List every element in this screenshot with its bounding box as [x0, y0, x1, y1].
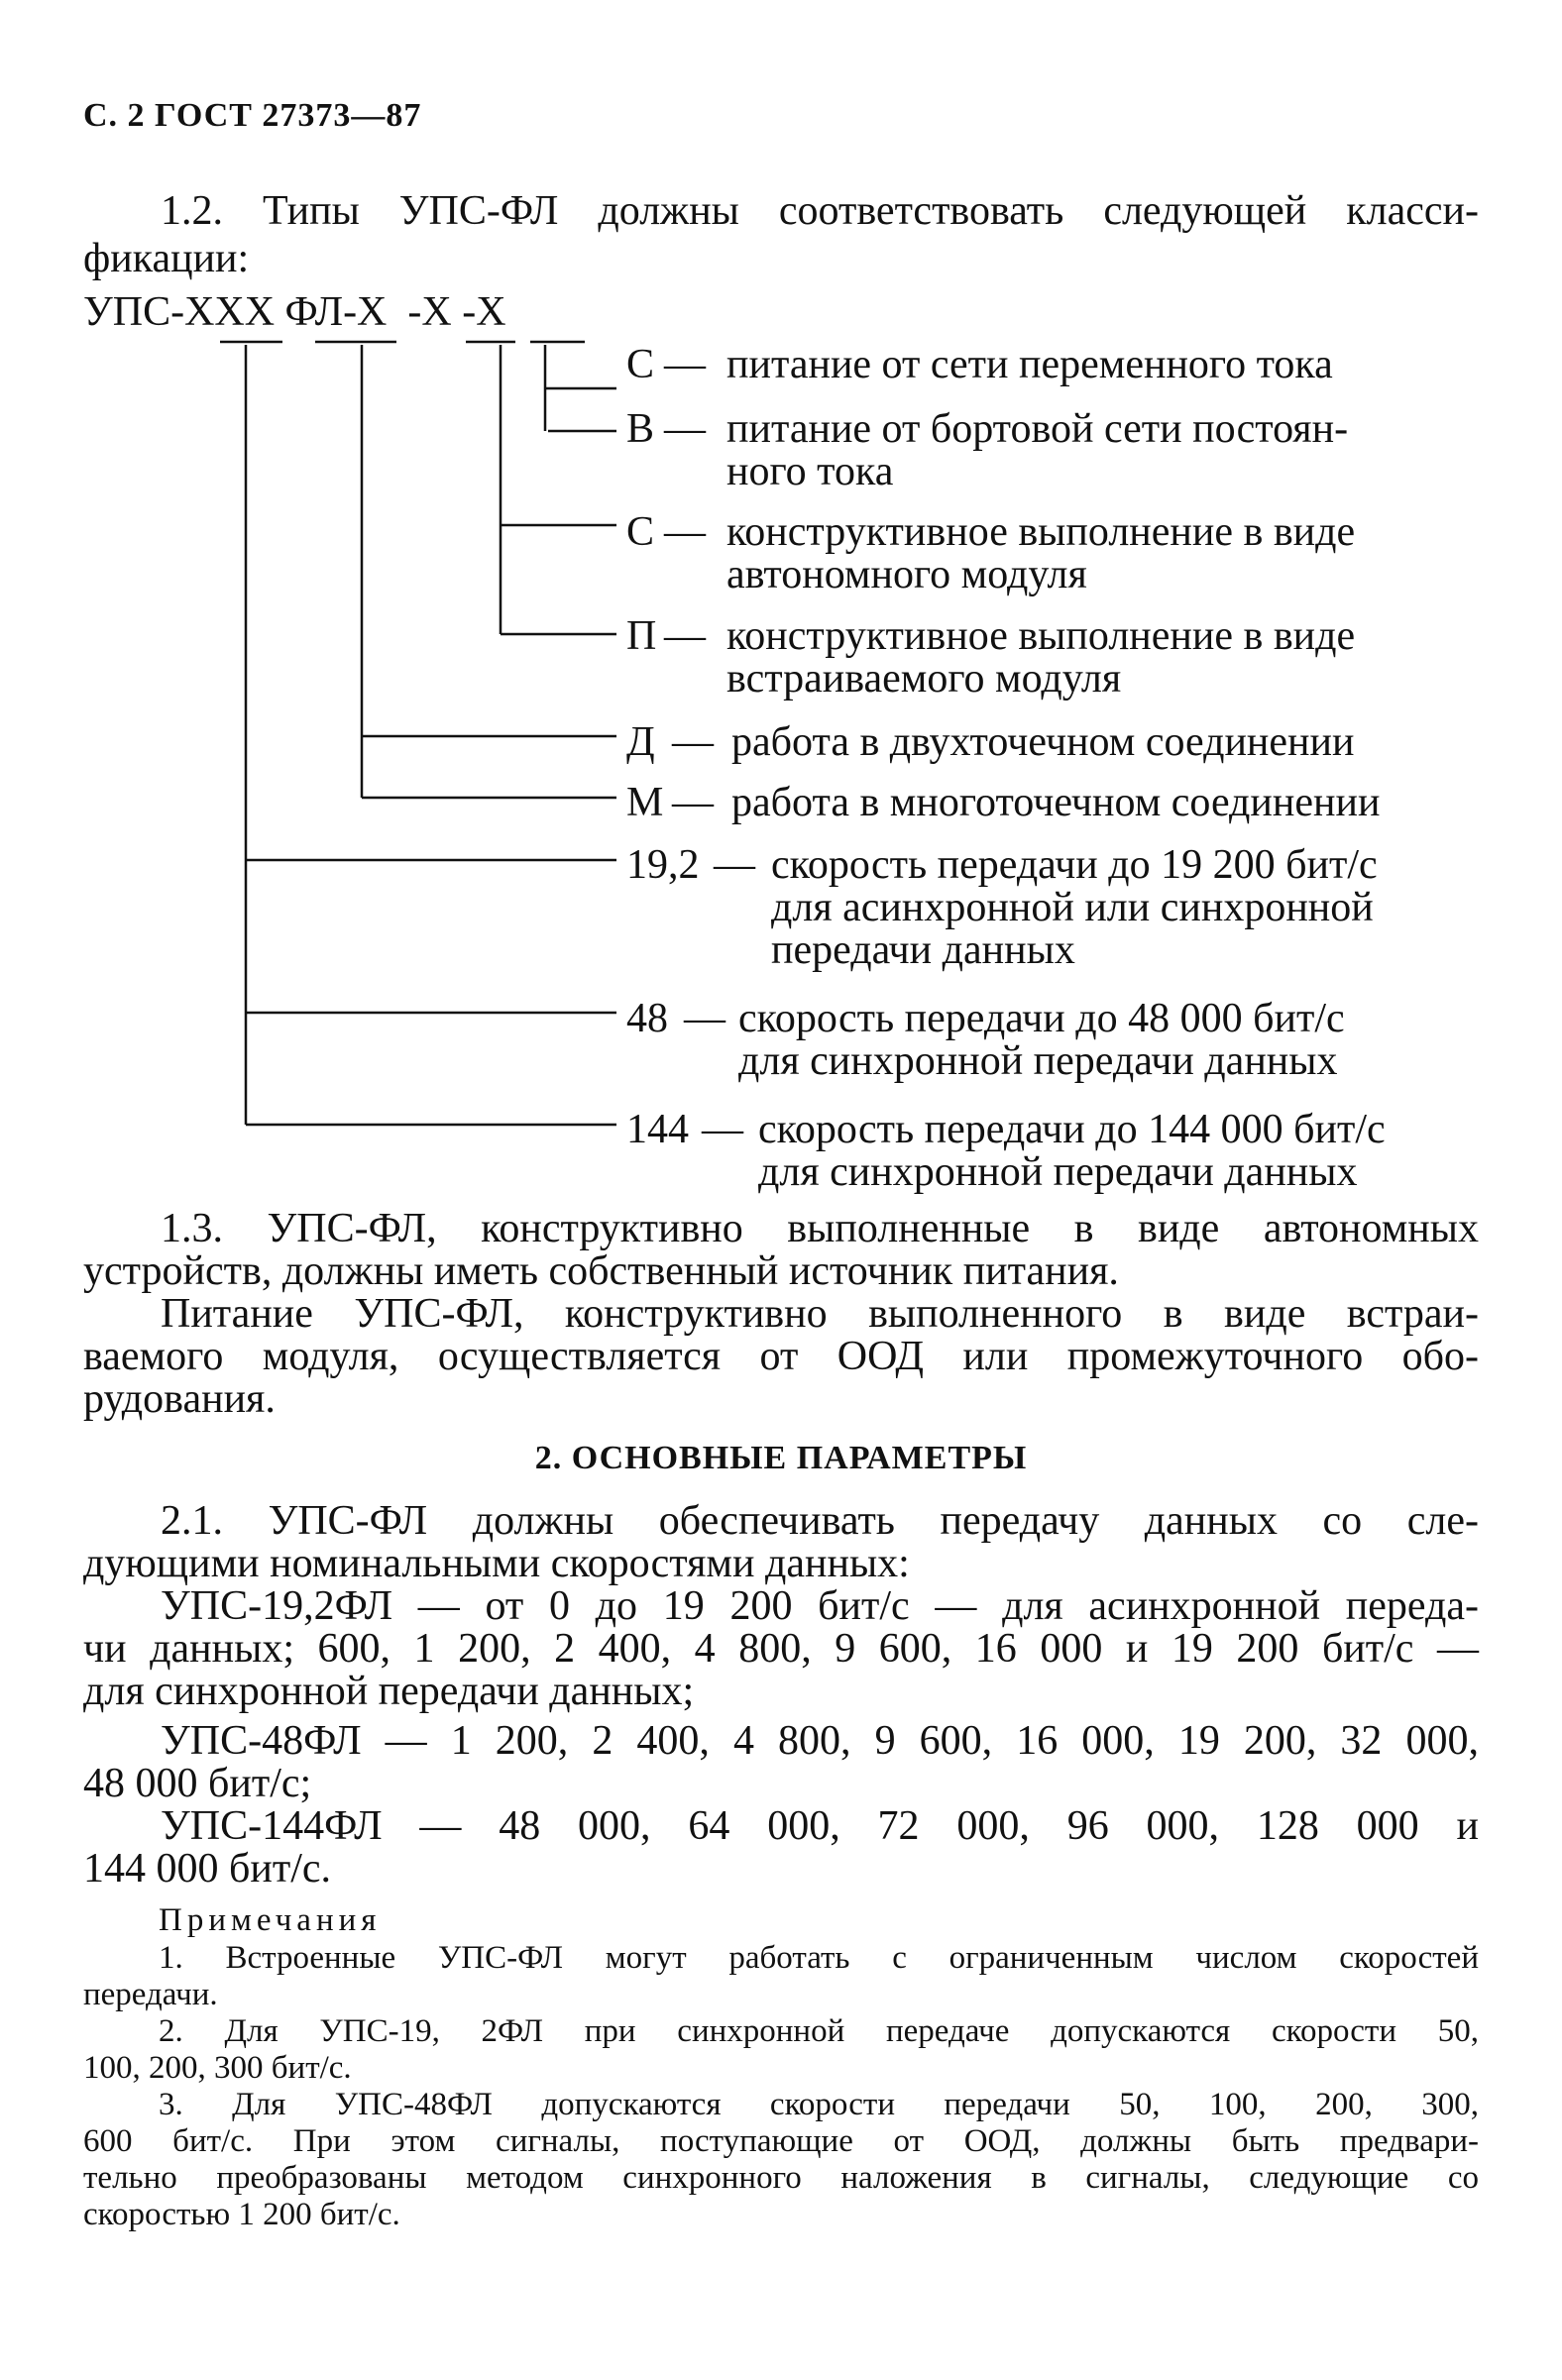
item-dash: — [672, 719, 714, 765]
section-2-line: УПС-48ФЛ — 1 200, 2 400, 4 800, 9 600, 16 000, 19 200, 32 000, [161, 1718, 1479, 1764]
item-description-cont: встраиваемого модуля [726, 656, 1122, 702]
note-line: 2. Для УПС-19, 2ФЛ при синхронной передаче допускаются скорости 50, [159, 2013, 1479, 2049]
note-line: тельно преобразованы методом синхронного наложения в сигналы, следующие со [83, 2160, 1479, 2196]
item-code: Д [626, 719, 655, 765]
item-description-cont: передачи данных [771, 927, 1075, 973]
item-code: С [626, 342, 655, 387]
section-2-line: дующими номинальными скоростями данных: [83, 1541, 910, 1586]
classification-code: УПС-ХХХ ФЛ-Х -Х -Х [83, 289, 506, 335]
note-line: передачи. [83, 1977, 218, 2012]
item-dash: — [684, 996, 725, 1041]
note-line: 100, 200, 300 бит/с. [83, 2050, 352, 2086]
item-description-cont: для асинхронной или синхронной [771, 885, 1374, 930]
notes-title: Примечания [159, 1902, 382, 1938]
item-description: питание от бортовой сети постоян- [726, 406, 1349, 452]
section-1-3-line: устройств, должны иметь собственный источник питания. [83, 1248, 1119, 1294]
section-1-2-intro-line1: 1.2. Типы УПС-ФЛ должны соответствовать следующей класси- [161, 188, 1479, 234]
item-dash: — [664, 613, 706, 659]
section-heading: 2. ОСНОВНЫЕ ПАРАМЕТРЫ [534, 1440, 1028, 1476]
item-dash: — [664, 509, 706, 555]
note-line: скоростью 1 200 бит/с. [83, 2197, 400, 2232]
item-description-cont: для синхронной передачи данных [738, 1038, 1338, 1084]
section-1-3-line: рудования. [83, 1376, 276, 1422]
item-code: С [626, 509, 655, 555]
item-description: работа в двухточечном соединении [731, 719, 1355, 765]
item-description: питание от сети переменного тока [726, 342, 1333, 387]
item-description-cont: для синхронной передачи данных [758, 1149, 1358, 1195]
section-2-line: 144 000 бит/с. [83, 1846, 332, 1892]
section-2-line: для синхронной передачи данных; [83, 1669, 695, 1714]
page-header: С. 2 ГОСТ 27373—87 [83, 97, 422, 134]
item-dash: — [702, 1107, 743, 1152]
section-1-3-line: ваемого модуля, осуществляется от ООД или промежуточного обо- [83, 1334, 1479, 1379]
note-line: 600 бит/с. При этом сигналы, поступающие от ООД, должны быть предвари- [83, 2123, 1479, 2159]
section-1-3-line: 1.3. УПС-ФЛ, конструктивно выполненные в виде автономных [161, 1206, 1479, 1251]
item-description: работа в многоточечном соединении [731, 780, 1381, 825]
section-2-line: 2.1. УПС-ФЛ должны обеспечивать передачу данных со сле- [161, 1498, 1479, 1544]
item-dash: — [664, 342, 706, 387]
item-code: М [626, 780, 664, 825]
item-description: конструктивное выполнение в виде [726, 509, 1356, 555]
item-description: скорость передачи до 144 000 бит/с [758, 1107, 1386, 1152]
item-code: 19,2 [626, 842, 700, 888]
section-2-line: УПС-19,2ФЛ — от 0 до 19 200 бит/с — для асинхронной переда- [161, 1583, 1479, 1629]
item-description: скорость передачи до 48 000 бит/с [738, 996, 1345, 1041]
item-dash: — [664, 406, 706, 452]
item-code: 48 [626, 996, 668, 1041]
item-dash: — [714, 842, 755, 888]
item-code: 144 [626, 1107, 689, 1152]
section-2-line: 48 000 бит/с; [83, 1761, 312, 1806]
item-description: конструктивное выполнение в виде [726, 613, 1356, 659]
item-description: скорость передачи до 19 200 бит/с [771, 842, 1378, 888]
item-code: В [626, 406, 655, 452]
section-2-line: УПС-144ФЛ — 48 000, 64 000, 72 000, 96 000, 128 000 и [161, 1803, 1479, 1849]
section-2-line: чи данных; 600, 1 200, 2 400, 4 800, 9 600, 16 000 и 19 200 бит/с — [83, 1626, 1479, 1672]
note-line: 3. Для УПС-48ФЛ допускаются скорости передачи 50, 100, 200, 300, [159, 2087, 1479, 2122]
note-line: 1. Встроенные УПС-ФЛ могут работать с ограниченным числом скоростей [159, 1940, 1479, 1976]
item-description-cont: ного тока [726, 449, 894, 494]
item-dash: — [672, 780, 714, 825]
section-1-3-line: Питание УПС-ФЛ, конструктивно выполненного в виде встраи- [161, 1291, 1479, 1337]
section-1-2-intro-line2: фикации: [83, 236, 250, 281]
item-code: П [626, 613, 657, 659]
item-description-cont: автономного модуля [726, 552, 1087, 597]
